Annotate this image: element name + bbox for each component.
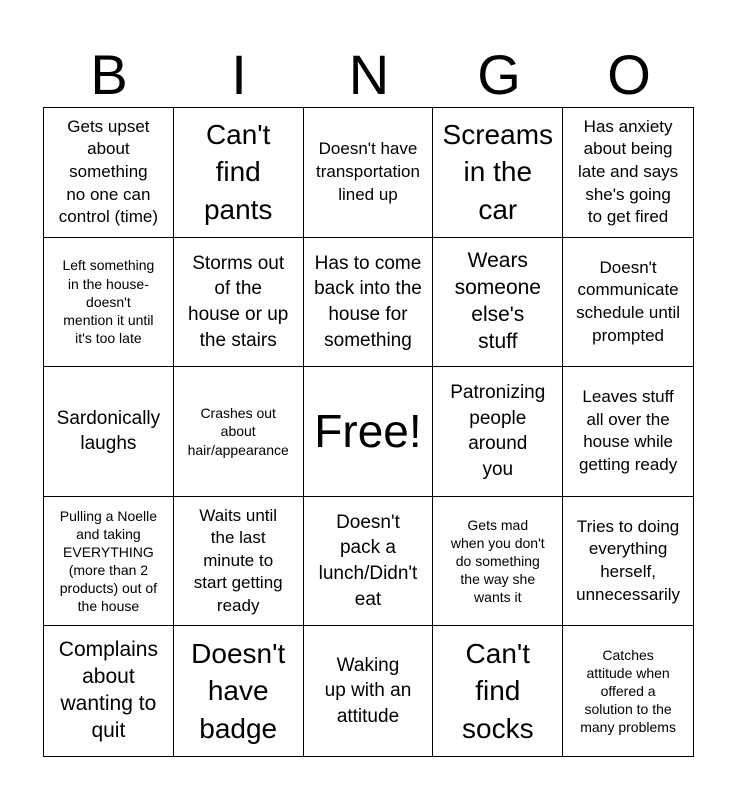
bingo-cell[interactable]: Patronizing people around you bbox=[433, 367, 563, 497]
bingo-cell[interactable]: Sardonically laughs bbox=[44, 367, 174, 497]
bingo-cell[interactable]: Pulling a Noelle and taking EVERYTHING (more than 2 products) out of the house bbox=[44, 497, 174, 627]
bingo-cell[interactable]: Has to come back into the house for something bbox=[304, 238, 434, 368]
bingo-cell[interactable]: Waits until the last minute to start getting ready bbox=[174, 497, 304, 627]
bingo-cell[interactable]: Doesn't pack a lunch/Didn't eat bbox=[304, 497, 434, 627]
bingo-cell[interactable]: Crashes out about hair/appearance bbox=[174, 367, 304, 497]
free-space-cell[interactable]: Free! bbox=[304, 367, 434, 497]
bingo-cell[interactable]: Wears someone else's stuff bbox=[433, 238, 563, 368]
header-letter-o: O bbox=[607, 43, 651, 106]
header-letter-g: G bbox=[477, 43, 521, 106]
bingo-cell[interactable]: Can't find pants bbox=[174, 108, 304, 238]
bingo-cell[interactable]: Doesn't have transportation lined up bbox=[304, 108, 434, 238]
bingo-cell[interactable]: Storms out of the house or up the stairs bbox=[174, 238, 304, 368]
bingo-cell[interactable]: Doesn't have badge bbox=[174, 626, 304, 756]
bingo-cell[interactable]: Can't find socks bbox=[433, 626, 563, 756]
bingo-cell[interactable]: Leaves stuff all over the house while getting ready bbox=[563, 367, 693, 497]
bingo-header bbox=[44, 42, 694, 108]
bingo-cell[interactable]: Gets mad when you don't do something the way she wants it bbox=[433, 497, 563, 627]
header-letter-b: B bbox=[90, 43, 128, 106]
bingo-cell[interactable]: Left something in the house- doesn't mention it until it's too late bbox=[44, 238, 174, 368]
header-letter-i: I bbox=[231, 43, 247, 106]
bingo-cell[interactable]: Waking up with an attitude bbox=[304, 626, 434, 756]
bingo-cell[interactable]: Catches attitude when offered a solution to the many problems bbox=[580, 646, 676, 736]
bingo-grid bbox=[43, 107, 694, 757]
bingo-cell[interactable]: Tries to doing everything herself, unnecessarily bbox=[563, 497, 693, 627]
bingo-cell[interactable]: Screams in the car bbox=[433, 108, 563, 238]
bingo-cell[interactable]: Has anxiety about being late and says she's going to get fired bbox=[563, 108, 693, 238]
bingo-cell[interactable]: Doesn't communicate schedule until prompted bbox=[563, 238, 693, 368]
header-letter-n: N bbox=[348, 43, 390, 106]
bingo-cell[interactable]: Gets upset about something no one can control (time) bbox=[44, 108, 174, 238]
bingo-cell[interactable]: Complains about wanting to quit bbox=[44, 626, 174, 756]
